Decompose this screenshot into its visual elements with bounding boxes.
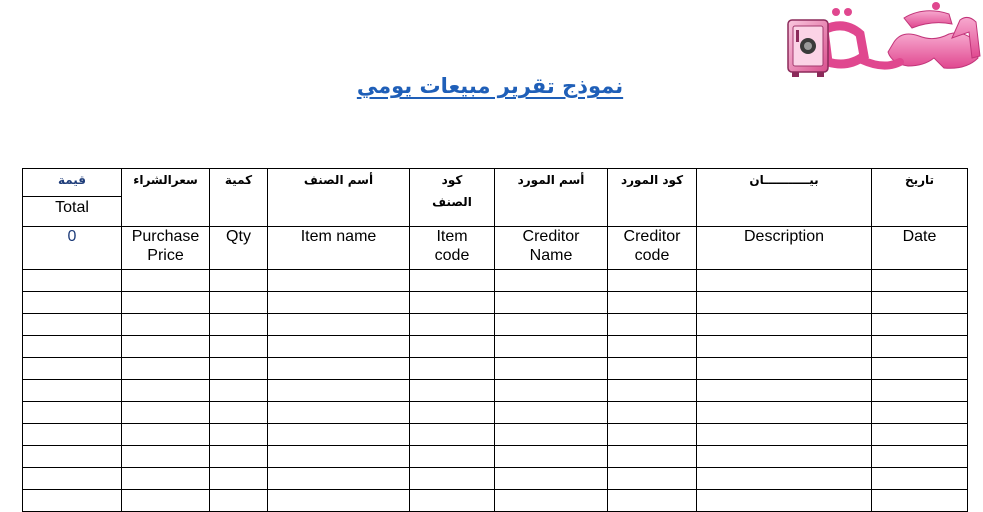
table-cell[interactable] [697,336,872,358]
table-cell[interactable] [410,402,495,424]
header-creditor-name-en-label: Creditor Name [522,228,580,264]
header-date-ar [872,169,968,227]
khazna-logo-icon [784,0,983,84]
header-item-code-en [410,227,495,270]
table-cell[interactable] [410,380,495,402]
header-purchase-price-ar-label: سعرالشراء [133,173,198,187]
table-cell[interactable] [872,292,968,314]
table-cell[interactable] [697,270,872,292]
table-cell[interactable] [122,292,210,314]
table-cell[interactable] [268,336,410,358]
table-cell[interactable] [23,270,122,292]
table-cell[interactable] [23,446,122,468]
header-qty-en-label: Qty [226,228,251,245]
table-cell[interactable] [268,424,410,446]
table-row [23,424,968,446]
table-cell[interactable] [697,292,872,314]
header-description-ar-label: بيـــــــــــان [749,173,819,187]
table-cell[interactable] [268,490,410,512]
header-purchase-price-en [122,227,210,270]
table-cell[interactable] [495,358,608,380]
table-cell[interactable] [23,402,122,424]
table-cell[interactable] [608,446,697,468]
table-cell[interactable] [23,490,122,512]
table-cell[interactable] [210,468,268,490]
table-cell[interactable] [122,358,210,380]
table-cell[interactable] [608,314,697,336]
table-cell[interactable] [122,424,210,446]
table-row [23,292,968,314]
table-cell[interactable] [210,424,268,446]
header-creditor-code-ar [608,169,697,227]
table-cell[interactable] [872,424,968,446]
table-cell[interactable] [608,424,697,446]
table-cell[interactable] [210,402,268,424]
header-item-name-ar [268,169,410,227]
header-purchase-price-en-label: Purchase Price [131,228,200,264]
table-cell[interactable] [872,336,968,358]
header-item-code-ar-label: كود الصنف [432,173,472,209]
header-description-en [697,227,872,270]
table-cell[interactable] [268,270,410,292]
table-cell[interactable] [210,358,268,380]
table-cell[interactable] [268,446,410,468]
header-qty-ar-label: كمية [224,173,253,187]
header-row-english [23,227,968,270]
table-cell[interactable] [495,292,608,314]
table-cell[interactable] [697,380,872,402]
header-creditor-code-en [608,227,697,270]
header-total-sub [23,197,122,227]
table-row [23,358,968,380]
table-cell[interactable] [210,292,268,314]
table-cell[interactable] [122,336,210,358]
table-cell[interactable] [872,402,968,424]
table-row [23,402,968,424]
table-cell[interactable] [608,336,697,358]
header-item-code-en-label: Item code [434,228,470,264]
table-cell[interactable] [872,380,968,402]
table-row [23,468,968,490]
table-cell[interactable] [268,380,410,402]
header-description-ar [697,169,872,227]
header-item-code-ar [410,169,495,227]
table-cell[interactable] [268,468,410,490]
table-cell[interactable] [410,358,495,380]
table-cell[interactable] [210,314,268,336]
table-cell[interactable] [268,292,410,314]
table-cell[interactable] [495,402,608,424]
table-cell[interactable] [608,358,697,380]
table-cell[interactable] [495,424,608,446]
header-description-en-label: Description [743,228,825,245]
table-cell[interactable] [23,336,122,358]
header-item-name-en-label: Item name [300,228,377,245]
table-cell[interactable] [23,468,122,490]
khazna-logo [784,0,983,84]
table-cell[interactable] [608,270,697,292]
header-creditor-name-ar [495,169,608,227]
data-rows [23,270,968,512]
header-qty-en [210,227,268,270]
table-cell[interactable] [122,490,210,512]
table-cell[interactable] [268,402,410,424]
table-cell[interactable] [410,446,495,468]
header-creditor-code-en-label: Creditor code [623,228,681,264]
table-cell[interactable] [697,314,872,336]
page-title: نموذج تقرير مبيعات يومي [356,74,624,98]
table-row [23,490,968,512]
table-cell[interactable] [697,468,872,490]
table-cell[interactable] [872,446,968,468]
header-total-en-label: Total [55,199,89,216]
header-date-en [872,227,968,270]
table-cell[interactable] [23,314,122,336]
table-cell[interactable] [697,490,872,512]
header-date-en-label: Date [902,228,937,245]
table-cell[interactable] [608,402,697,424]
table-cell[interactable] [122,314,210,336]
table-row [23,336,968,358]
header-item-name-en [268,227,410,270]
table-cell[interactable] [608,468,697,490]
table-cell[interactable] [872,490,968,512]
table-cell[interactable] [210,336,268,358]
table-cell[interactable] [122,468,210,490]
daily-sales-report-table [22,168,968,512]
header-creditor-name-en [495,227,608,270]
header-total-value [23,227,122,270]
table-cell[interactable] [697,424,872,446]
table-row [23,270,968,292]
total-value: 0 [67,228,77,245]
table-cell[interactable] [268,314,410,336]
table-cell[interactable] [23,358,122,380]
header-creditor-code-ar-label: كود المورد [620,173,684,187]
table-cell[interactable] [697,446,872,468]
table-cell[interactable] [495,336,608,358]
header-creditor-name-ar-label: أسم المورد [517,173,585,187]
table-row [23,314,968,336]
table-cell[interactable] [608,380,697,402]
table-cell[interactable] [495,314,608,336]
table-cell[interactable] [410,314,495,336]
header-qty-ar [210,169,268,227]
header-purchase-price-ar [122,169,210,227]
table-cell[interactable] [697,402,872,424]
header-total-ar-label: قيمة [57,173,87,187]
table-cell[interactable] [872,270,968,292]
table-cell[interactable] [268,358,410,380]
table-cell[interactable] [495,270,608,292]
table-cell[interactable] [410,424,495,446]
table-cell[interactable] [872,314,968,336]
table-cell[interactable] [410,336,495,358]
header-row-arabic [23,169,968,197]
table-cell[interactable] [608,292,697,314]
table-cell[interactable] [122,402,210,424]
table-cell[interactable] [410,490,495,512]
table-cell[interactable] [210,270,268,292]
table-cell[interactable] [210,380,268,402]
table-cell[interactable] [23,424,122,446]
table-cell[interactable] [210,490,268,512]
header-date-ar-label: تاريخ [904,173,935,187]
table-cell[interactable] [122,446,210,468]
table-cell[interactable] [23,380,122,402]
table-cell[interactable] [23,292,122,314]
table-cell[interactable] [495,446,608,468]
table-row [23,446,968,468]
table-cell[interactable] [122,380,210,402]
table-cell[interactable] [608,490,697,512]
header-total-ar [23,169,122,197]
header-item-name-ar-label: أسم الصنف [303,173,374,187]
table-cell[interactable] [410,292,495,314]
table-cell[interactable] [872,358,968,380]
table-cell[interactable] [697,358,872,380]
table-cell[interactable] [410,468,495,490]
table-cell[interactable] [122,270,210,292]
table-cell[interactable] [872,468,968,490]
table-cell[interactable] [495,490,608,512]
table-cell[interactable] [495,468,608,490]
table-row [23,380,968,402]
table-cell[interactable] [495,380,608,402]
table-cell[interactable] [210,446,268,468]
table-cell[interactable] [410,270,495,292]
